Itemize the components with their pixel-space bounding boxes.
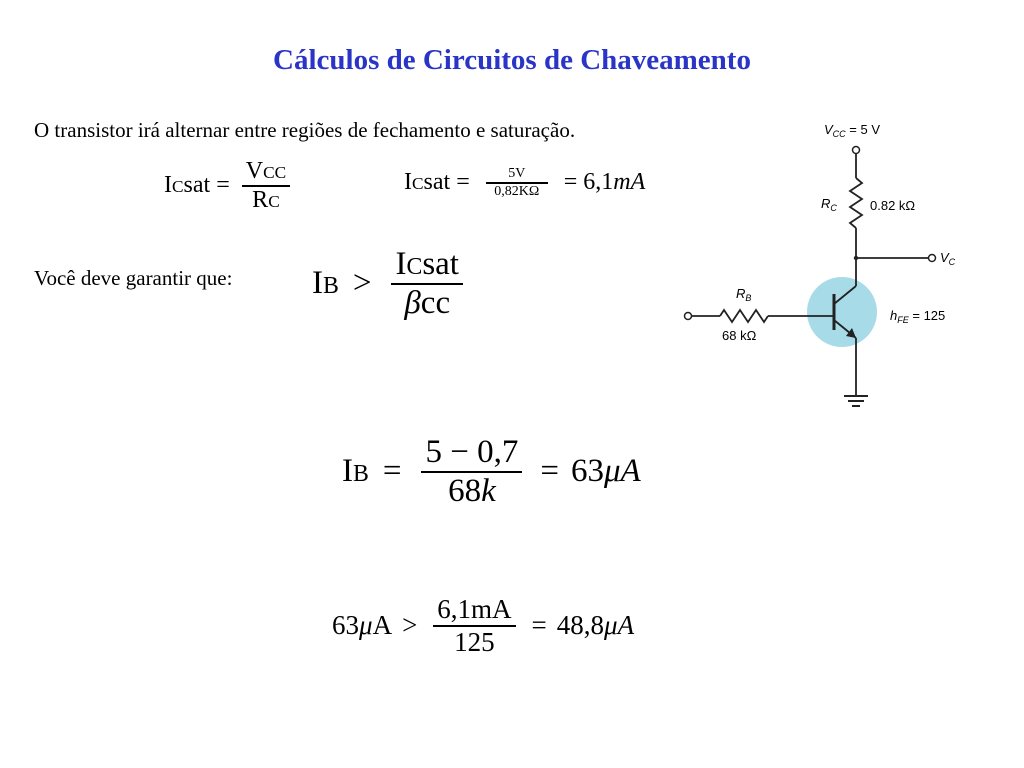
eq1-numerator <box>242 158 290 185</box>
switching-circuit-diagram <box>676 112 996 412</box>
eq4-den-num: 68 <box>448 472 482 509</box>
condition-text: Você deve garantir que: <box>34 266 233 290</box>
eq3-den-rest: cc <box>420 284 451 321</box>
eq5-fraction <box>433 594 515 658</box>
eq4-operator-1: = <box>382 453 402 490</box>
equation-icsat-value <box>404 166 645 200</box>
rc-resistor <box>850 178 862 228</box>
eq5-operator-1: > <box>402 610 418 641</box>
eq5-lhs-mu: μ <box>359 610 373 641</box>
eq1-fraction <box>242 158 290 214</box>
eq1-denominator <box>248 187 284 214</box>
eq2-lhs-sub: C <box>412 174 424 194</box>
slide-title: Cálculos de Circuitos de Chaveamento <box>273 44 751 76</box>
eq2-operator-1: = <box>456 169 470 196</box>
eq3-lhs-main: I <box>312 265 323 302</box>
eq4-operator-2: = <box>540 453 559 490</box>
eq4-lhs-sub: B <box>353 461 369 488</box>
vi-terminal <box>685 313 692 320</box>
eq2-operator-2: = <box>563 169 578 196</box>
eq1-lhs-rest: sat <box>183 172 211 199</box>
eq2-lhs <box>404 169 450 196</box>
rb-resistor <box>720 310 768 322</box>
eq3-num-rest: sat <box>422 246 459 282</box>
rb-label: $R_B$ <box>736 286 752 303</box>
eq5-result <box>557 610 634 641</box>
eq3-denominator <box>400 285 454 322</box>
eq3-fraction <box>391 246 463 322</box>
eq3-num-sub: C <box>406 254 423 280</box>
eq2-result-unit: mA <box>613 169 646 196</box>
eq5-numerator: 6,1mA <box>437 594 512 624</box>
eq1-lhs-sub: C <box>172 177 184 197</box>
intro-paragraph: O transistor irá alternar entre regiões de fechamento e saturação. <box>34 118 576 142</box>
hfe-label: $h_{FE} = 125$ <box>890 308 946 325</box>
eq5-lhs-unit: A <box>372 610 393 641</box>
eq4-numerator: 5 − 0,7 <box>425 434 519 470</box>
eq3-numerator <box>391 246 463 283</box>
eq2-numerator: 5V <box>508 166 526 181</box>
eq2-lhs-main: I <box>404 169 412 196</box>
transistor-highlight <box>807 277 877 347</box>
eq3-lhs-sub: B <box>323 273 339 300</box>
rc-label: $R_C$ <box>821 196 837 213</box>
eq4-lhs <box>342 453 369 490</box>
eq1-lhs <box>164 172 210 199</box>
equation-ib-value <box>342 434 641 510</box>
eq4-lhs-main: I <box>342 453 353 490</box>
eq1-num-sub: CC <box>263 163 287 182</box>
eq5-operator-2: = <box>531 610 547 641</box>
eq4-fraction <box>421 434 522 510</box>
eq3-lhs <box>312 265 339 302</box>
eq3-num-main: I <box>395 246 407 282</box>
eq5-lhs-num: 63 <box>332 610 359 641</box>
eq5-result-unit: μA <box>604 610 635 641</box>
eq2-lhs-rest: sat <box>423 169 451 196</box>
eq5-lhs <box>332 610 392 641</box>
eq2-result <box>583 169 645 196</box>
eq1-lhs-main: I <box>164 172 172 199</box>
rc-value: 0.82 kΩ <box>870 198 916 213</box>
eq3-operator: > <box>352 265 372 302</box>
vc-terminal <box>929 255 936 262</box>
eq2-denominator: 0,82KΩ <box>494 183 540 199</box>
eq2-fraction <box>486 166 548 200</box>
eq4-result-num: 63 <box>570 453 604 490</box>
eq3-den-beta: β <box>404 284 421 321</box>
eq4-result-unit: μA <box>603 453 641 490</box>
eq1-num-main: V <box>245 158 264 184</box>
equation-verification <box>332 594 634 658</box>
equation-ib-condition <box>312 246 469 322</box>
eq4-result <box>571 453 641 490</box>
equation-icsat-formula <box>164 158 296 214</box>
eq1-operator: = <box>216 172 230 199</box>
eq4-den-unit: k <box>481 472 496 509</box>
vcc-terminal <box>853 147 860 154</box>
eq1-den-main: R <box>252 186 269 213</box>
eq1-den-sub: C <box>268 191 280 211</box>
eq5-result-num: 48,8 <box>556 610 605 641</box>
eq2-result-num: 6,1 <box>583 169 614 196</box>
eq5-denominator: 125 <box>454 626 495 657</box>
rb-value: 68 kΩ <box>722 328 757 343</box>
eq4-denominator <box>444 473 500 510</box>
vc-label: $V_C$ <box>940 250 956 267</box>
vcc-label: $V_{CC} = 5$ V <box>824 122 880 139</box>
